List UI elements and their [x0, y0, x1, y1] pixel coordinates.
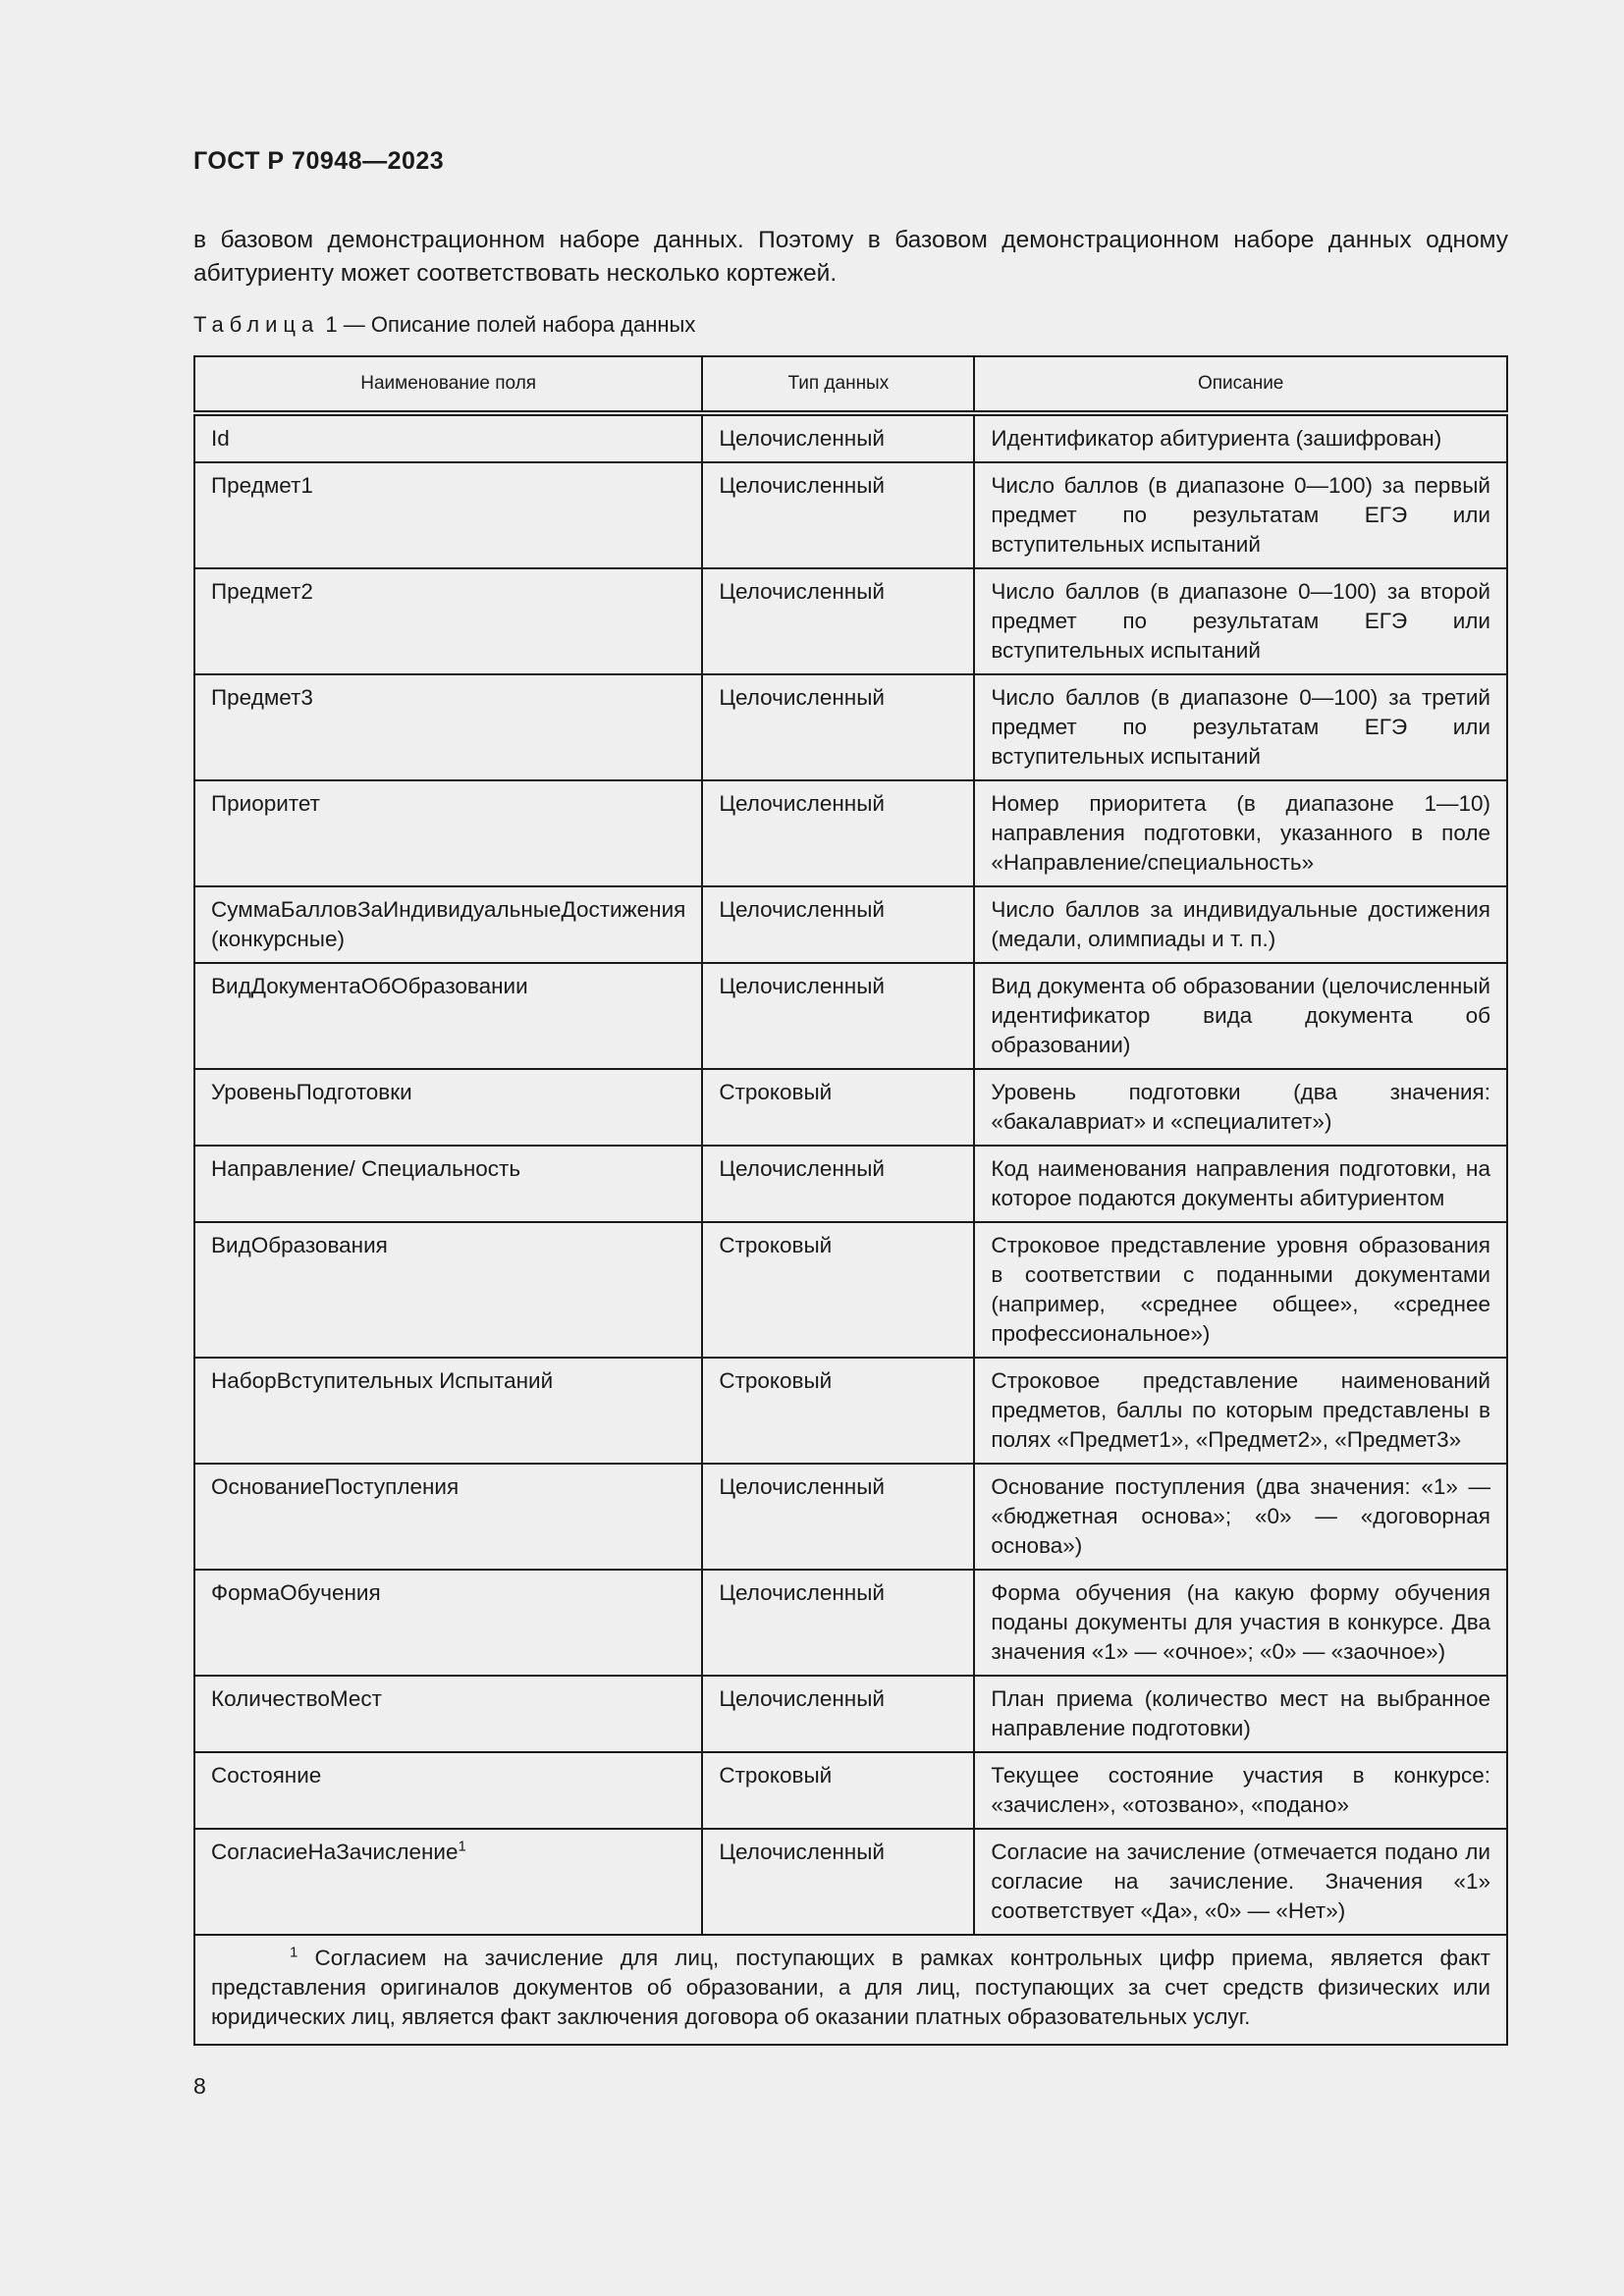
field-name: ОснованиеПоступления — [194, 1464, 702, 1570]
field-description: Строковое представление наименований предметов, баллы по которым представлены в полях «Предмет1», «Предмет2», «Предмет3» — [974, 1358, 1507, 1464]
field-name-cell — [194, 1829, 702, 1935]
field-type: Целочисленный — [702, 1829, 974, 1935]
field-name: ВидОбразования — [194, 1222, 702, 1358]
field-description: Текущее состояние участия в конкурсе: «зачислен», «отозвано», «подано» — [974, 1752, 1507, 1829]
field-name: Приоритет — [194, 780, 702, 886]
field-description: Вид документа об образовании (целочисленный идентификатор вида документа об образовании) — [974, 963, 1507, 1069]
field-name: Направление/ Специальность — [194, 1146, 702, 1222]
table-row — [194, 886, 1507, 963]
footnote-mark: 1 — [290, 1944, 298, 1961]
table-row — [194, 1358, 1507, 1464]
field-type: Целочисленный — [702, 780, 974, 886]
table-row — [194, 1676, 1507, 1752]
footnote-text: Согласием на зачисление для лиц, поступающих в рамках контрольных цифр приема, является факт представления оригиналов документов об образовании, а для лиц, поступающих за счет средств физических или юридических лиц, является факт заключения договора об оказании платных образовательных услуг. — [211, 1946, 1490, 2029]
page-number: 8 — [193, 2073, 206, 2099]
fields-table — [193, 355, 1508, 2046]
field-type: Целочисленный — [702, 1146, 974, 1222]
field-name: ФормаОбучения — [194, 1570, 702, 1676]
field-description: Уровень подготовки (два значения: «бакалавриат» и «специалитет») — [974, 1069, 1507, 1146]
table-row — [194, 1069, 1507, 1146]
table-footnote-row — [194, 1935, 1507, 2045]
field-description: Номер приоритета (в диапазоне 1—10) направления подготовки, указанного в поле «Направление/специальность» — [974, 780, 1507, 886]
field-name: СогласиеНаЗачисление — [211, 1840, 459, 1864]
field-description: Код наименования направления подготовки, на которое подаются документы абитуриентом — [974, 1146, 1507, 1222]
field-description: Число баллов (в диапазоне 0—100) за первый предмет по результатам ЕГЭ или вступительных испытаний — [974, 462, 1507, 568]
table-row — [194, 1146, 1507, 1222]
intro-paragraph: в базовом демонстрационном наборе данных. Поэтому в базовом демонстрационном наборе данных одному абитуриенту может соответствовать несколько кортежей. — [193, 227, 1508, 287]
field-type: Целочисленный — [702, 886, 974, 963]
field-name: СуммаБалловЗаИндивидуальныеДостижения (конкурсные) — [194, 886, 702, 963]
table-row — [194, 1752, 1507, 1829]
field-name: Состояние — [194, 1752, 702, 1829]
table-row — [194, 1829, 1507, 1935]
field-type: Целочисленный — [702, 1570, 974, 1676]
field-name: НаборВступительных Испытаний — [194, 1358, 702, 1464]
footnote-ref: 1 — [458, 1838, 466, 1855]
field-type: Целочисленный — [702, 462, 974, 568]
table-caption — [193, 312, 695, 338]
field-description: План приема (количество мест на выбранное направление подготовки) — [974, 1676, 1507, 1752]
field-type: Целочисленный — [702, 568, 974, 674]
header-data-type: Тип данных — [702, 356, 974, 413]
field-type: Целочисленный — [702, 1676, 974, 1752]
field-name: Предмет2 — [194, 568, 702, 674]
field-name: Предмет1 — [194, 462, 702, 568]
table-row — [194, 462, 1507, 568]
field-type: Целочисленный — [702, 674, 974, 780]
field-description: Согласие на зачисление (отмечается подано ли согласие на зачисление. Значения «1» соответствует «Да», «0» — «Нет») — [974, 1829, 1507, 1935]
field-name: КоличествоМест — [194, 1676, 702, 1752]
field-type: Строковый — [702, 1222, 974, 1358]
table-footnote — [194, 1935, 1507, 2045]
field-type: Строковый — [702, 1358, 974, 1464]
field-type: Строковый — [702, 1069, 974, 1146]
field-type: Целочисленный — [702, 1464, 974, 1570]
field-description: Число баллов (в диапазоне 0—100) за второй предмет по результатам ЕГЭ или вступительных испытаний — [974, 568, 1507, 674]
table-row — [194, 963, 1507, 1069]
table-row — [194, 1570, 1507, 1676]
table-row — [194, 780, 1507, 886]
field-description: Форма обучения (на какую форму обучения поданы документы для участия в конкурсе. Два значения «1» — «очное»; «0» — «заочное») — [974, 1570, 1507, 1676]
table-caption-text: 1 — Описание полей набора данных — [325, 312, 696, 337]
header-description: Описание — [974, 356, 1507, 413]
table-row — [194, 413, 1507, 462]
field-type: Целочисленный — [702, 413, 974, 462]
field-description: Основание поступления (два значения: «1» — «бюджетная основа»; «0» — «договорная основа») — [974, 1464, 1507, 1570]
header-field-name: Наименование поля — [194, 356, 702, 413]
document-header: ГОСТ Р 70948—2023 — [193, 147, 445, 175]
field-description: Число баллов за индивидуальные достижения (медали, олимпиады и т. п.) — [974, 886, 1507, 963]
field-name: УровеньПодготовки — [194, 1069, 702, 1146]
table-row — [194, 674, 1507, 780]
field-name: ВидДокументаОбОбразовании — [194, 963, 702, 1069]
field-description: Строковое представление уровня образования в соответствии с поданными документами (например, «среднее общее», «среднее профессиональное») — [974, 1222, 1507, 1358]
table-row — [194, 1464, 1507, 1570]
field-name: Id — [194, 413, 702, 462]
field-type: Целочисленный — [702, 963, 974, 1069]
field-description: Число баллов (в диапазоне 0—100) за третий предмет по результатам ЕГЭ или вступительных испытаний — [974, 674, 1507, 780]
field-description: Идентификатор абитуриента (зашифрован) — [974, 413, 1507, 462]
table-row — [194, 568, 1507, 674]
table-caption-label: Таблица — [193, 312, 320, 337]
table-row — [194, 1222, 1507, 1358]
table-header-row — [194, 356, 1507, 413]
field-type: Строковый — [702, 1752, 974, 1829]
field-name: Предмет3 — [194, 674, 702, 780]
